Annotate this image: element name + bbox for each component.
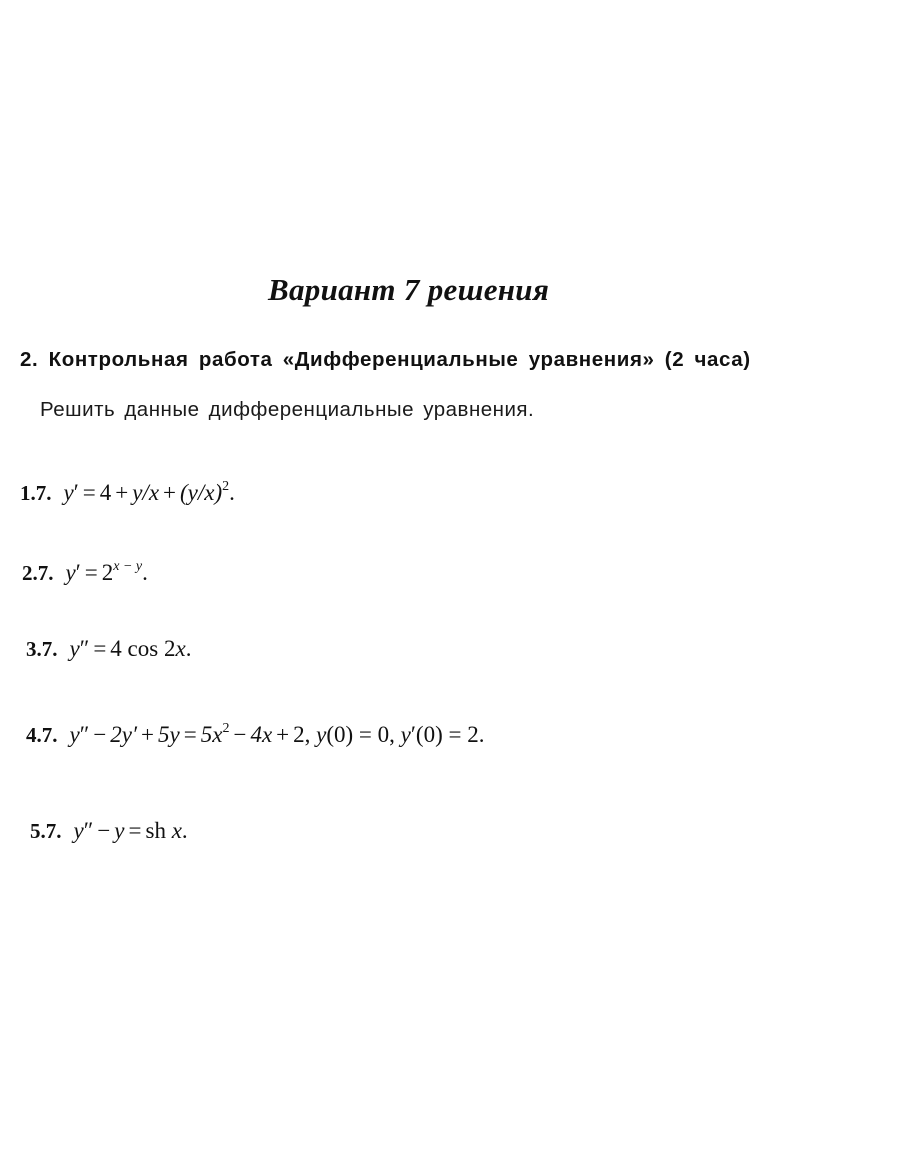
- equation: $y' = 2^{x - y}$.: [65, 559, 148, 585]
- problem-2: [22, 560, 148, 586]
- problem-3: [26, 636, 191, 662]
- problem-4: [26, 722, 484, 748]
- equation: $y'' - 2y' + 5y = 5x^2 - 4x + 2$, y(0) = 0, y′(0) = 2.: [69, 721, 485, 747]
- problem-number: 1.7.: [20, 481, 52, 505]
- problem-1: [20, 480, 235, 506]
- problem-number: 2.7.: [22, 561, 54, 585]
- equation: y″ − y = sh x.: [73, 818, 188, 843]
- task-instruction: Решить данные дифференциальные уравнения.: [40, 398, 535, 421]
- equation: $y' = 4 + y/x + (y/x)^2$.: [63, 479, 235, 505]
- equation: y″ = 4 cos 2x.: [69, 636, 192, 661]
- problem-number: 4.7.: [26, 723, 58, 747]
- problem-number: 5.7.: [30, 819, 62, 843]
- problem-5: [30, 818, 188, 844]
- section-heading: 2. Контрольная работа «Дифференциальные уравнения» (2 часа): [20, 348, 751, 371]
- problem-number: 3.7.: [26, 637, 58, 661]
- page-title: Вариант 7 решения: [268, 272, 550, 307]
